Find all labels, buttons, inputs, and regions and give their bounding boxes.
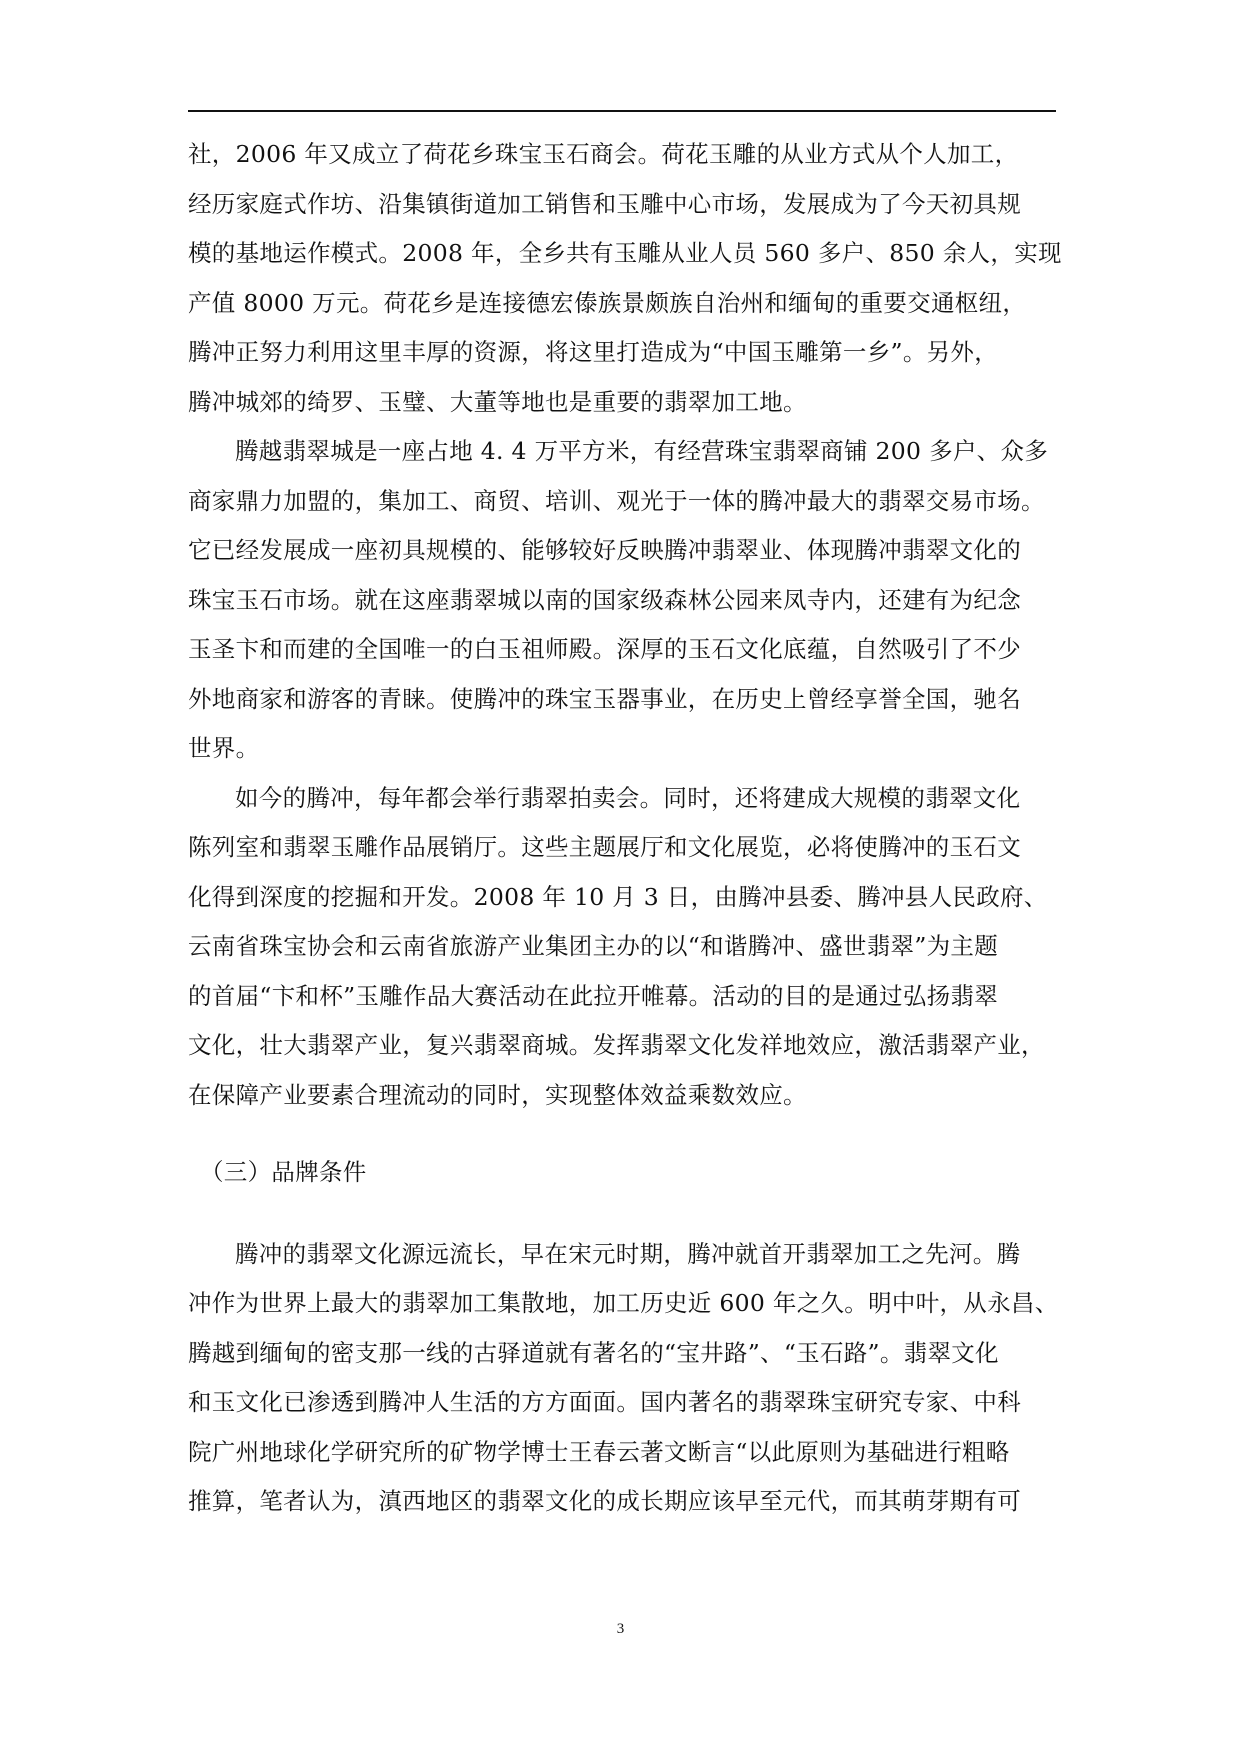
text-line: 陈列室和翡翠玉雕作品展销厅。这些主题展厅和文化展览，必将使腾冲的玉石文	[188, 833, 1021, 861]
text-line: 珠宝玉石市场。就在这座翡翠城以南的国家级森林公园来凤寺内，还建有为纪念	[188, 585, 1021, 614]
text-line: 化得到深度的挖掘和开发。2008 年 10 月 3 日，由腾冲县委、腾冲县人民政府、	[188, 882, 1048, 911]
paragraph-4	[188, 1230, 1059, 1527]
text-line: 腾冲城郊的绮罗、玉璧、大董等地也是重要的翡翠加工地。	[188, 387, 807, 416]
text-line: 和玉文化已渗透到腾冲人生活的方方面面。国内著名的翡翠珠宝研究专家、中科	[188, 1388, 1021, 1416]
text-line: 经历家庭式作坊、沿集镇街道加工销售和玉雕中心市场，发展成为了今天初具规	[188, 189, 1021, 218]
text-line: 云南省珠宝协会和云南省旅游产业集团主办的以“和谐腾冲、盛世翡翠”为主题	[188, 932, 999, 960]
text-line: 世界。	[188, 734, 260, 762]
text-line: 产值 8000 万元。荷花乡是连接德宏傣族景颇族自治州和缅甸的重要交通枢纽，	[188, 288, 1027, 317]
text-line: 腾冲的翡翠文化源远流长，早在宋元时期，腾冲就首开翡翠加工之先河。腾	[235, 1239, 1021, 1268]
paragraph-2	[188, 427, 1056, 774]
text-line: 外地商家和游客的青睐。使腾冲的珠宝玉器事业，在历史上曾经享誉全国，驰名	[188, 684, 1021, 713]
text-line: 在保障产业要素合理流动的同时，实现整体效益乘数效应。	[188, 1080, 807, 1109]
page-number: 3	[616, 1621, 625, 1637]
text-line: 腾冲正努力利用这里丰厚的资源，将这里打造成为“中国玉雕第一乡”。另外，	[188, 338, 999, 366]
spacer	[188, 1120, 1056, 1148]
spacer	[188, 1198, 1056, 1230]
paragraph-3	[188, 774, 1056, 1121]
text-line: 模的基地运作模式。2008 年，全乡共有玉雕从业人员 560 多户、850 余人，实现	[188, 239, 1062, 267]
text-line: 文化，壮大翡翠产业，复兴翡翠商城。发挥翡翠文化发祥地效应，激活翡翠产业，	[188, 1031, 1045, 1059]
text-line: 推算，笔者认为，滇西地区的翡翠文化的成长期应该早至元代，而其萌芽期有可	[188, 1487, 1021, 1515]
text-line: 玉圣卞和而建的全国唯一的白玉祖师殿。深厚的玉石文化底蕴，自然吸引了不少	[188, 635, 1021, 663]
text-line: 腾越到缅甸的密支那一线的古驿道就有著名的“宝井路”、“玉石路”。翡翠文化	[188, 1338, 999, 1367]
text-line: 冲作为世界上最大的翡翠加工集散地，加工历史近 600 年之久。明中叶，从永昌、	[188, 1289, 1059, 1317]
paragraph-1	[188, 130, 1062, 427]
document-body	[188, 130, 1062, 1527]
text-line: 院广州地球化学研究所的矿物学博士王春云著文断言“以此原则为基础进行粗略	[188, 1437, 1010, 1466]
section-heading: （三）品牌条件	[200, 1158, 367, 1186]
text-line: 的首届“卞和杯”玉雕作品大赛活动在此拉开帷幕。活动的目的是通过弘扬翡翠	[188, 981, 999, 1010]
text-line: 社，2006 年又成立了荷花乡珠宝玉石商会。荷花玉雕的从业方式从个人加工，	[188, 140, 1019, 168]
text-line: 如今的腾冲，每年都会举行翡翠拍卖会。同时，还将建成大规模的翡翠文化	[235, 783, 1021, 812]
text-line: 它已经发展成一座初具规模的、能够较好反映腾冲翡翠业、体现腾冲翡翠文化的	[188, 536, 1021, 564]
header-rule	[188, 110, 1056, 112]
text-line: 商家鼎力加盟的，集加工、商贸、培训、观光于一体的腾冲最大的翡翠交易市场。	[188, 486, 1045, 515]
text-line: 腾越翡翠城是一座占地 4. 4 万平方米，有经营珠宝翡翠商铺 200 多户、众多	[235, 437, 1049, 465]
